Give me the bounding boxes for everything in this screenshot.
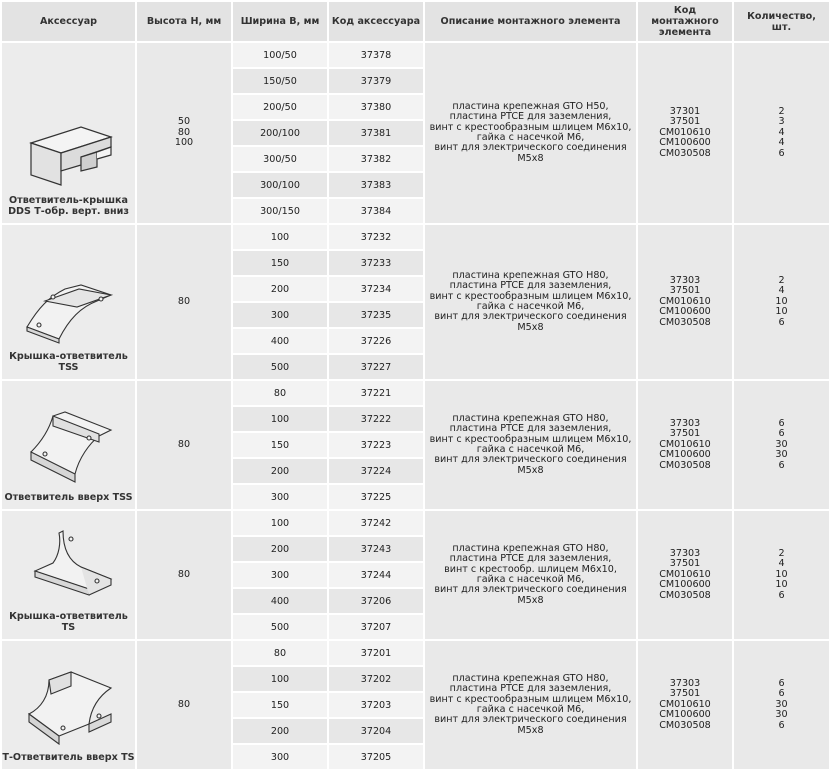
accessory-name: Крышка-ответвитель TS (9, 611, 128, 633)
quantity-cell (734, 225, 829, 379)
description-line: пластина крепежная GTO H80, (452, 412, 609, 424)
description-line: винт с крестообразным шлицем М6х10, (429, 121, 632, 133)
quantity-value: 3 (778, 116, 785, 128)
code-cell: 37207 (329, 615, 423, 639)
mount-code-value: 37501 (669, 558, 701, 570)
width-cell: 150 (233, 693, 327, 717)
quantity-cell (734, 43, 829, 223)
width-cell: 200/100 (233, 121, 327, 145)
accessory-cell (2, 641, 135, 769)
width-cell: 500 (233, 355, 327, 379)
description-line: М5х8 (517, 321, 544, 333)
code-cell: 37384 (329, 199, 423, 223)
description-line: гайка с насечкой М6, (476, 704, 585, 715)
mount-code-value: CM010610 (659, 438, 711, 450)
quantity-value: 6 (778, 428, 785, 440)
width-cell: 100 (233, 511, 327, 535)
width-cell: 500 (233, 615, 327, 639)
description-line: М5х8 (517, 152, 544, 164)
quantity-value: 6 (778, 719, 785, 731)
code-cell: 37206 (329, 589, 423, 613)
mount-code-value: CM100600 (659, 449, 711, 461)
tss-cover-icon (19, 267, 119, 351)
table-row (2, 381, 829, 405)
accessory-name: Т-Ответвитель вверх TS (2, 752, 135, 763)
quantity-value: 6 (778, 459, 785, 471)
quantity-cell (734, 381, 829, 509)
mount-code-value: 37303 (669, 417, 701, 429)
quantity-value: 2 (778, 274, 785, 286)
description-line: гайка с насечкой М6, (476, 132, 585, 143)
quantity-value: 30 (775, 698, 788, 710)
mount-code-value: CM030508 (659, 459, 711, 471)
width-cell: 300/100 (233, 173, 327, 197)
width-cell: 150 (233, 433, 327, 457)
mount-code-value: CM100600 (659, 137, 711, 149)
table-row (2, 511, 829, 535)
header-width: Ширина B, мм (233, 2, 327, 41)
description-line: пластина PTCE для заземления, (449, 553, 612, 565)
description-line: М5х8 (517, 464, 544, 476)
description-cell (425, 511, 636, 639)
mount-code-cell (638, 511, 732, 639)
mount-code-cell (638, 641, 732, 769)
description-line: винт для электрического соединения (434, 454, 627, 466)
quantity-value: 6 (778, 147, 785, 159)
code-cell: 37244 (329, 563, 423, 587)
table-row (2, 641, 829, 665)
code-cell: 37243 (329, 537, 423, 561)
code-cell: 37221 (329, 381, 423, 405)
description-line: пластина PTCE для заземления, (449, 111, 612, 123)
code-cell: 37232 (329, 225, 423, 249)
accessory-cell (2, 511, 135, 639)
description-line: гайка с насечкой М6, (476, 444, 585, 455)
code-cell: 37223 (329, 433, 423, 457)
height-value: 50 (177, 116, 191, 128)
description-line: пластина крепежная GTO H50, (452, 100, 609, 112)
width-cell: 400 (233, 589, 327, 613)
mount-code-cell (638, 381, 732, 509)
description-line: пластина крепежная GTO H80, (452, 672, 609, 684)
code-cell: 37242 (329, 511, 423, 535)
mount-code-cell (638, 43, 732, 223)
description-line: винт с крестообр. шлицем М6х10, (444, 563, 617, 575)
description-line: винт для электрического соединения (434, 714, 627, 726)
description-cell (425, 225, 636, 379)
height-cell (137, 641, 231, 769)
mount-code-value: CM100600 (659, 579, 711, 591)
code-cell: 37381 (329, 121, 423, 145)
mount-code-value: CM010610 (659, 698, 711, 710)
tss-up-branch-icon (19, 408, 119, 492)
quantity-value: 6 (778, 589, 785, 601)
width-cell: 80 (233, 381, 327, 405)
quantity-value: 10 (775, 579, 788, 591)
mount-code-value: CM030508 (659, 589, 711, 601)
height-cell (137, 381, 231, 509)
accessory-cell (2, 381, 135, 509)
code-cell: 37235 (329, 303, 423, 327)
quantity-value: 6 (778, 688, 785, 700)
width-cell: 300/150 (233, 199, 327, 223)
header-code: Код аксессуара (329, 2, 423, 41)
description-line: винт для электрического соединения (434, 142, 627, 154)
quantity-value: 30 (775, 438, 788, 450)
description-line: пластина PTCE для заземления, (449, 423, 612, 435)
quantity-value: 6 (778, 677, 785, 689)
width-cell: 150/50 (233, 69, 327, 93)
mount-code-value: CM100600 (659, 306, 711, 318)
accessory-name: Крышка-ответвитель TSS (9, 351, 128, 373)
header-height: Высота H, мм (137, 2, 231, 41)
height-cell (137, 43, 231, 223)
accessory-figure (2, 668, 135, 769)
mount-code-value: CM030508 (659, 147, 711, 159)
width-cell: 100 (233, 667, 327, 691)
description-line: М5х8 (517, 724, 544, 736)
width-cell: 200 (233, 719, 327, 743)
quantity-value: 6 (778, 417, 785, 429)
height-value: 80 (177, 295, 191, 307)
width-cell: 200 (233, 277, 327, 301)
ts-t-up-branch-icon (19, 668, 119, 752)
accessory-figure (2, 527, 135, 639)
width-cell: 100 (233, 407, 327, 431)
quantity-value: 2 (778, 105, 785, 117)
code-cell: 37201 (329, 641, 423, 665)
description-line: пластина крепежная GTO H80, (452, 542, 609, 554)
width-cell: 300 (233, 485, 327, 509)
mount-code-value: 37303 (669, 547, 701, 559)
code-cell: 37205 (329, 745, 423, 769)
mount-code-value: 37501 (669, 116, 701, 128)
quantity-value: 10 (775, 306, 788, 318)
quantity-value: 4 (778, 285, 785, 297)
width-cell: 300/50 (233, 147, 327, 171)
width-cell: 100/50 (233, 43, 327, 67)
description-line: пластина PTCE для заземления, (449, 683, 612, 695)
code-cell: 37225 (329, 485, 423, 509)
mount-code-value: 37301 (669, 105, 701, 117)
description-line: винт с крестообразным шлицем М6х10, (429, 433, 632, 445)
height-value: 80 (177, 698, 191, 710)
mount-code-value: CM030508 (659, 316, 711, 328)
code-cell: 37203 (329, 693, 423, 717)
quantity-value: 4 (778, 137, 785, 149)
code-cell: 37378 (329, 43, 423, 67)
accessory-figure (2, 267, 135, 379)
ts-cover-icon (19, 527, 119, 611)
mount-code-value: 37501 (669, 428, 701, 440)
width-cell: 400 (233, 329, 327, 353)
description-line: М5х8 (517, 594, 544, 606)
header-mount-code: Код монтажного элемента (638, 2, 732, 41)
description-line: гайка с насечкой М6, (476, 574, 585, 585)
width-cell: 80 (233, 641, 327, 665)
height-value: 100 (174, 137, 194, 149)
width-cell: 150 (233, 251, 327, 275)
width-cell: 300 (233, 303, 327, 327)
height-cell (137, 511, 231, 639)
code-cell: 37383 (329, 173, 423, 197)
code-cell: 37227 (329, 355, 423, 379)
mount-code-value: CM010610 (659, 295, 711, 307)
mount-code-cell (638, 225, 732, 379)
accessory-cell (2, 225, 135, 379)
code-cell: 37222 (329, 407, 423, 431)
height-value: 80 (177, 568, 191, 580)
dds-t-cover-icon (21, 121, 117, 195)
description-line: пластина PTCE для заземления, (449, 280, 612, 292)
description-line: винт с крестообразным шлицем М6х10, (429, 290, 632, 302)
mount-code-value: 37501 (669, 688, 701, 700)
mount-code-value: 37303 (669, 677, 701, 689)
quantity-value: 30 (775, 449, 788, 461)
accessory-figure (2, 121, 135, 223)
quantity-value: 4 (778, 558, 785, 570)
description-line: винт для электрического соединения (434, 584, 627, 596)
width-cell: 300 (233, 745, 327, 769)
mount-code-value: 37501 (669, 285, 701, 297)
code-cell: 37204 (329, 719, 423, 743)
quantity-cell (734, 641, 829, 769)
code-cell: 37379 (329, 69, 423, 93)
accessory-cell (2, 43, 135, 223)
accessory-figure (2, 408, 135, 509)
code-cell: 37382 (329, 147, 423, 171)
width-cell: 300 (233, 563, 327, 587)
code-cell: 37202 (329, 667, 423, 691)
description-line: пластина крепежная GTO H80, (452, 269, 609, 281)
header-quantity: Количество, шт. (734, 2, 829, 41)
accessory-name: Ответвитель-крышка DDS Т-обр. верт. вниз (8, 195, 129, 217)
mount-code-value: CM010610 (659, 568, 711, 580)
code-cell: 37224 (329, 459, 423, 483)
height-value: 80 (177, 438, 191, 450)
height-value: 80 (177, 126, 191, 138)
width-cell: 100 (233, 225, 327, 249)
table-row (2, 225, 829, 249)
description-cell (425, 381, 636, 509)
height-cell (137, 225, 231, 379)
header-accessory: Аксессуар (2, 2, 135, 41)
mount-code-value: CM030508 (659, 719, 711, 731)
header-row (2, 2, 829, 41)
description-line: винт для электрического соединения (434, 311, 627, 323)
table-row (2, 43, 829, 67)
description-cell (425, 641, 636, 769)
quantity-value: 10 (775, 568, 788, 580)
quantity-cell (734, 511, 829, 639)
mount-code-value: CM100600 (659, 709, 711, 721)
code-cell: 37226 (329, 329, 423, 353)
quantity-value: 6 (778, 316, 785, 328)
width-cell: 200 (233, 459, 327, 483)
accessory-name: Ответвитель вверх TSS (4, 492, 133, 503)
mount-code-value: CM010610 (659, 126, 711, 138)
code-cell: 37233 (329, 251, 423, 275)
quantity-value: 4 (778, 126, 785, 138)
mount-code-value: 37303 (669, 274, 701, 286)
description-line: винт с крестообразным шлицем М6х10, (429, 693, 632, 705)
width-cell: 200/50 (233, 95, 327, 119)
description-line: гайка с насечкой М6, (476, 301, 585, 312)
header-description: Описание монтажного элемента (425, 2, 636, 41)
quantity-value: 10 (775, 295, 788, 307)
width-cell: 200 (233, 537, 327, 561)
quantity-value: 30 (775, 709, 788, 721)
description-cell (425, 43, 636, 223)
code-cell: 37234 (329, 277, 423, 301)
code-cell: 37380 (329, 95, 423, 119)
quantity-value: 2 (778, 547, 785, 559)
